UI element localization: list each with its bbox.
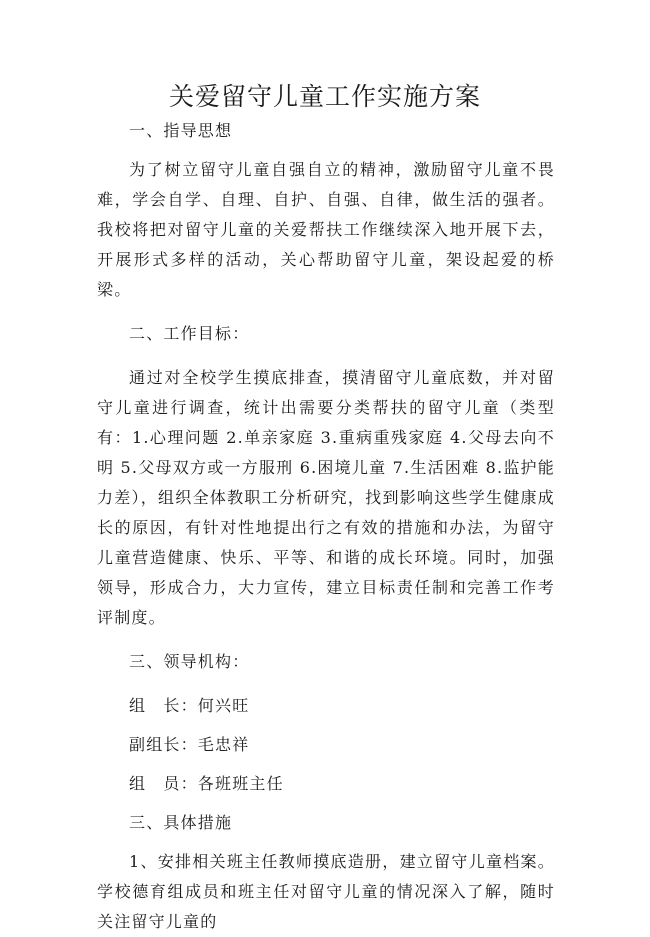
section-heading-specific-measures: 三、具体措施 [129, 813, 233, 832]
section-heading-leadership: 三、领导机构： [129, 652, 250, 671]
leader-line: 组 长：何兴旺 [129, 696, 250, 715]
paragraph-work-goals: 通过对全校学生摸底排查，摸清留守儿童底数，并对留守儿童进行调查，统计出需要分类帮扶的留守儿童（类型有：1.心理问题 2.单亲家庭 3.重病重残家庭 4.父母去向不明 5.父母双方或一方服刑 6.困境儿童 7.生活困难 8.监护能力差），组织全体教职工分析研究，找到影响这些学生健康成长的原因，有针对性地提出行之有效的措施和办法，为留守儿童营造健康、快乐、平等、和谐的成长环境。同时，加强领导，形成合力，大力宣传，建立目标责任制和完善工作考评制度。 [97, 368, 555, 627]
document-body [97, 116, 555, 937]
paragraph-guiding-ideology: 为了树立留守儿童自强自立的精神，激励留守儿童不畏难，学会自学、自理、自护、自强、自律，做生活的强者。我校将把对留守儿童的关爱帮扶工作继续深入地开展下去，开展形式多样的活动，关心帮助留守儿童，架设起爱的桥梁。 [97, 160, 555, 299]
document-title: 关爱留守儿童工作实施方案 [168, 82, 481, 111]
paragraph-specific-measures: 1、安排相关班主任教师摸底造册，建立留守儿童档案。学校德育组成员和班主任对留守儿童的情况深入了解，随时关注留守儿童的 [97, 852, 555, 931]
deputy-leader-line: 副组长：毛忠祥 [129, 735, 250, 754]
members-line: 组 员：各班班主任 [129, 774, 284, 793]
section-heading-work-goals: 二、工作目标： [129, 324, 250, 343]
section-heading-guiding-ideology: 一、指导思想 [129, 121, 233, 140]
